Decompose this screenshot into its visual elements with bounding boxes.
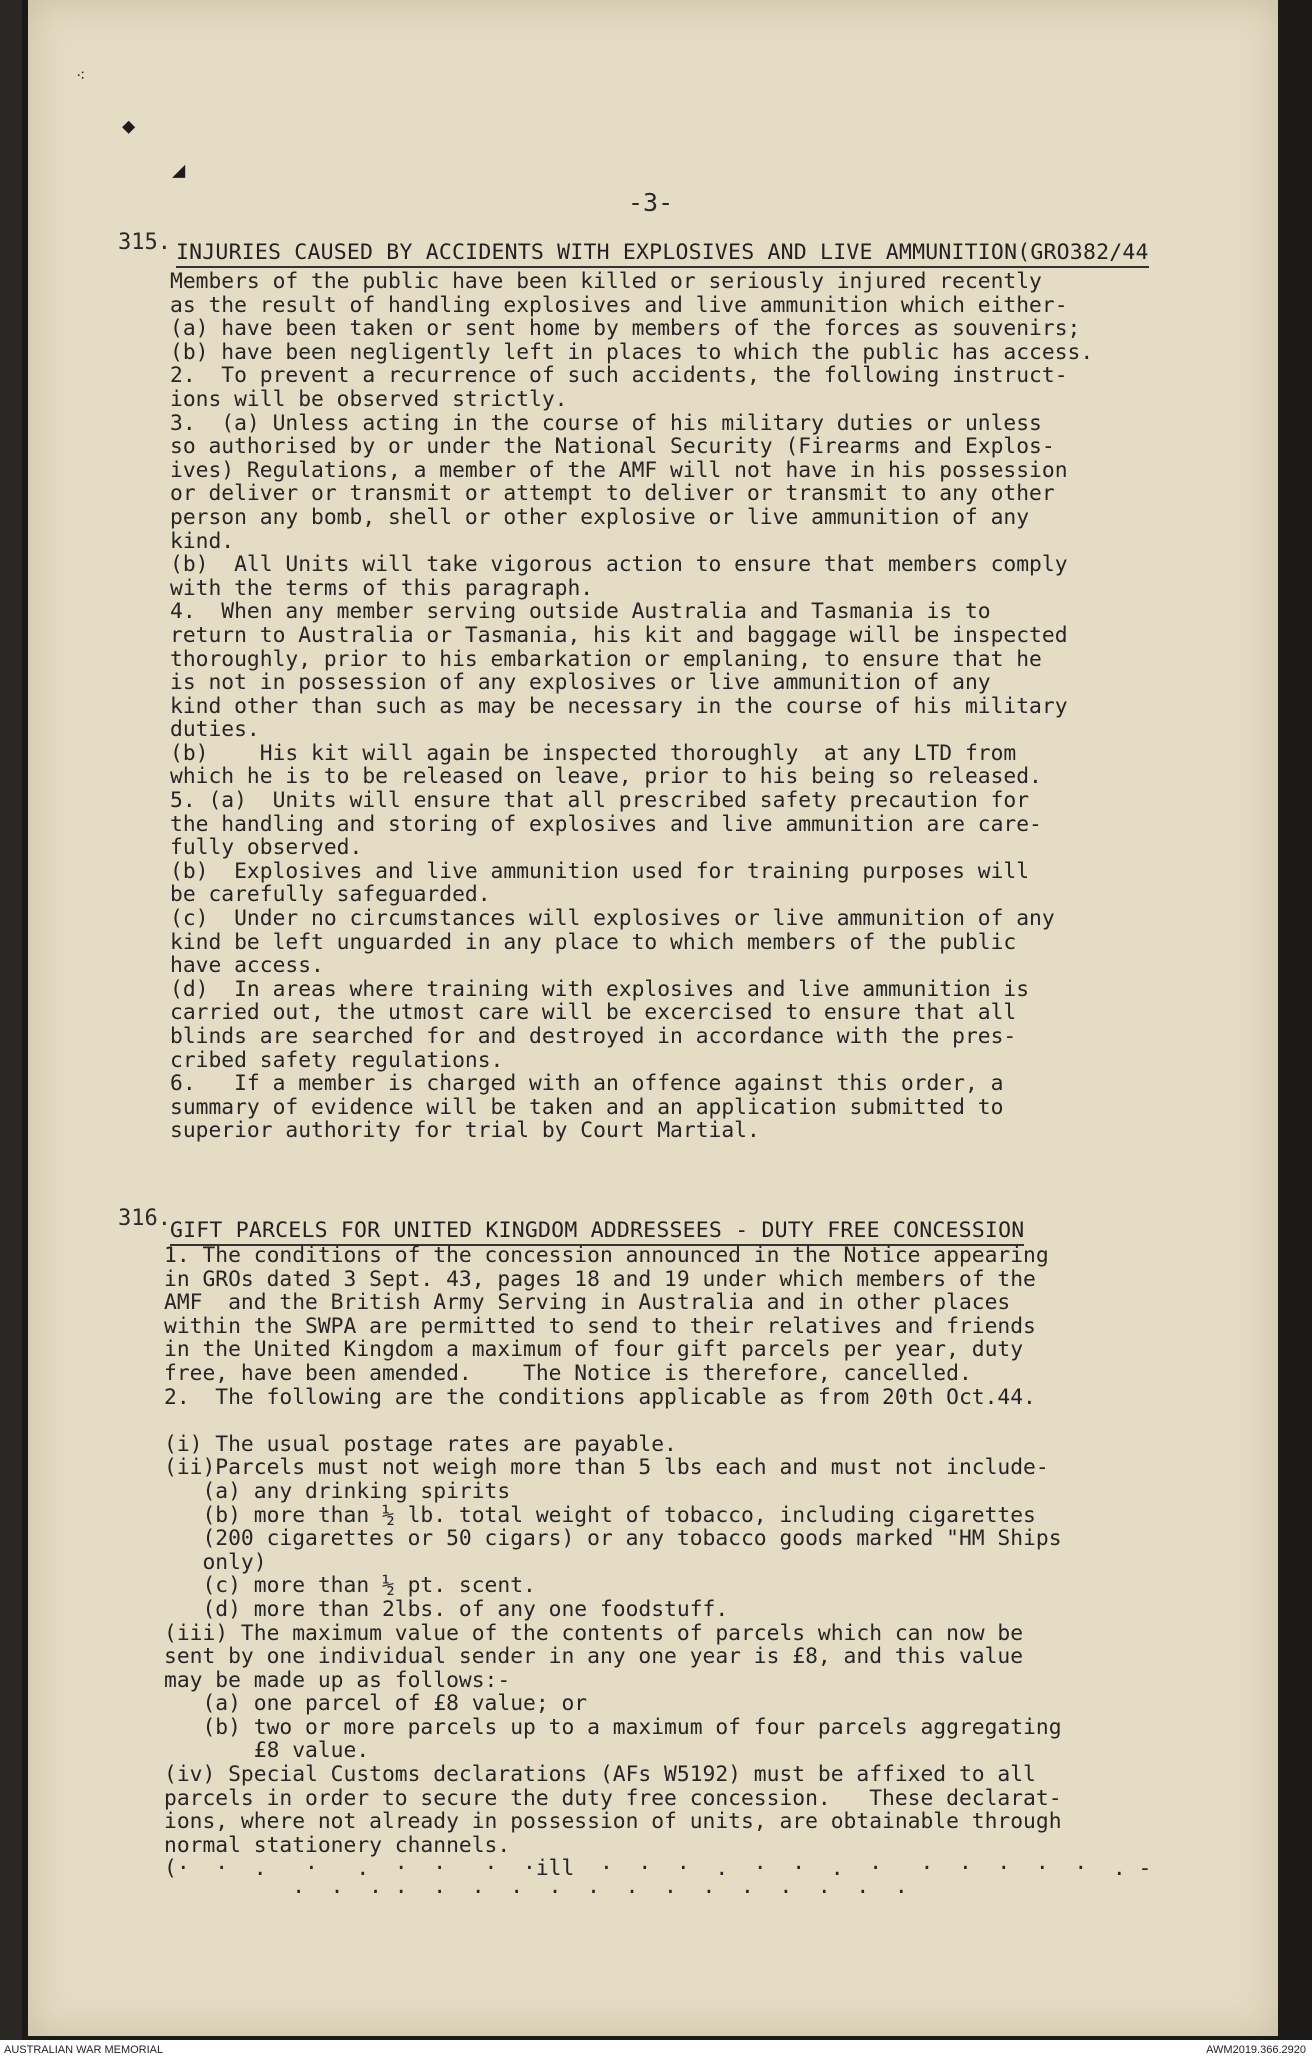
text-line: or deliver or transmit or attempt to deliver or transmit to any other	[170, 481, 1055, 507]
text-line: kind.	[170, 528, 235, 554]
text-line: person any bomb, shell or other explosive or live ammunition of any	[170, 504, 1030, 530]
text-line: ives) Regulations, a member of the AMF will not have in his possession	[170, 457, 1068, 483]
text-line: cribed safety regulations.	[170, 1047, 504, 1073]
text-line: ions, where not already in possession of units, are obtainable through	[164, 1809, 1062, 1835]
text-line: the handling and storing of explosives and live ammunition are care-	[170, 811, 1042, 837]
text-line: (d) In areas where training with explosives and live ammunition is	[170, 976, 1030, 1002]
punch-mark: ◆	[122, 114, 136, 139]
text-line: ions will be observed strictly.	[170, 386, 568, 412]
section-body	[170, 270, 1093, 1143]
text-line: normal stationery channels.	[164, 1832, 511, 1858]
text-line: so authorised by or under the National Security (Firearms and Explos-	[170, 434, 1055, 460]
text-line: 6. If a member is charged with an offence against this order, a	[170, 1071, 1004, 1097]
text-line: Members of the public have been killed or seriously injured recently	[170, 269, 1042, 294]
text-line: 5. (a) Units will ensure that all prescribed safety precaution for	[170, 788, 1030, 814]
text-line: AMF and the British Army Serving in Australia and in other places	[164, 1290, 1011, 1316]
punch-mark: ⁖	[76, 66, 86, 85]
text-line: (b) Explosives and live ammunition used for training purposes will	[170, 858, 1030, 884]
text-line: kind other than such as may be necessary in the course of his military	[170, 693, 1068, 719]
text-line: (a) one parcel of £8 value; or	[164, 1691, 588, 1717]
text-line: (iii) The maximum value of the contents of parcels which can now be	[164, 1620, 1024, 1646]
text-line: in the United Kingdom a maximum of four gift parcels per year, duty	[164, 1337, 1024, 1363]
text-line: return to Australia or Tasmania, his kit and baggage will be inspected	[170, 622, 1068, 648]
text-line: 1. The conditions of the concession announced in the Notice appearing	[164, 1243, 1049, 1268]
text-line: is not in possession of any explosives or live ammunition of any	[170, 670, 991, 696]
text-line: free, have been amended. The Notice is therefore, cancelled.	[164, 1360, 972, 1386]
page-number: -3-	[628, 188, 674, 217]
text-line: kind be left unguarded in any place to which members of the public	[170, 929, 1017, 955]
text-line: as the result of handling explosives and live ammunition which either-	[170, 292, 1068, 318]
text-line: £8 value.	[164, 1738, 370, 1764]
archive-footer	[0, 2040, 1312, 2061]
text-line: (i) The usual postage rates are payable.	[164, 1431, 677, 1457]
text-line: have access.	[170, 953, 324, 979]
text-line: (200 cigarettes or 50 cigars) or any tobacco goods marked "HM Ships	[164, 1526, 1062, 1552]
text-line: (b) All Units will take vigorous action to ensure that members comply	[170, 552, 1068, 578]
text-line: (· · . · . · · · ·ill · · · . · · . · · · · · · . -	[164, 1856, 1152, 1882]
text-line: (iv) Special Customs declarations (AFs W5192) must be affixed to all	[164, 1762, 1036, 1788]
text-line: be carefully safeguarded.	[170, 882, 491, 908]
text-line: within the SWPA are permitted to send to their relatives and friends	[164, 1313, 1036, 1339]
text-line: in GROs dated 3 Sept. 43, pages 18 and 19 under which members of the	[164, 1266, 1036, 1292]
text-line: which he is to be released on leave, prior to his being so released.	[170, 764, 1042, 790]
section-number: 316.	[118, 1206, 171, 1231]
section-number: 315.	[118, 230, 171, 255]
text-line: (b) have been negligently left in places to which the public has access.	[170, 339, 1094, 365]
text-line: (ii)Parcels must not weigh more than 5 lbs each and must not include-	[164, 1455, 1049, 1481]
text-line: 2. The following are the conditions applicable as from 20th Oct.44.	[164, 1384, 1036, 1410]
text-line: fully observed.	[170, 835, 363, 861]
text-line: (b) two or more parcels up to a maximum of four parcels aggregating	[164, 1714, 1062, 1740]
text-line: thoroughly, prior to his embarkation or emplaning, to ensure that he	[170, 646, 1042, 672]
text-line: duties.	[170, 717, 260, 743]
section-body	[164, 1244, 1151, 1905]
section-heading: GIFT PARCELS FOR UNITED KINGDOM ADDRESSEES - DUTY FREE CONCESSION	[170, 1218, 1024, 1246]
text-line: (d) more than 2lbs. of any one foodstuff.	[164, 1596, 729, 1622]
text-line: sent by one individual sender in any one year is £8, and this value	[164, 1644, 1024, 1670]
text-line: summary of evidence will be taken and an application submitted to	[170, 1094, 1004, 1120]
text-line: parcels in order to secure the duty free concession. These declarat-	[164, 1785, 1062, 1811]
section-heading: INJURIES CAUSED BY ACCIDENTS WITH EXPLOSIVES AND LIVE AMMUNITION(GRO382/44	[176, 240, 1149, 268]
text-line: with the terms of this paragraph.	[170, 575, 594, 601]
text-line: superior authority for trial by Court Martial.	[170, 1118, 760, 1144]
text-line: (c) Under no circumstances will explosives or live ammunition of any	[170, 906, 1055, 932]
text-line: 2. To prevent a recurrence of such accidents, the following instruct-	[170, 363, 1068, 389]
text-line: may be made up as follows:-	[164, 1667, 511, 1693]
text-line: (a) any drinking spirits	[164, 1478, 511, 1504]
text-line	[164, 1409, 1151, 1433]
text-line: (c) more than ½ pt. scent.	[164, 1573, 536, 1599]
text-line: (b) His kit will again be inspected thoroughly at any LTD from	[170, 740, 1017, 766]
footer-institution: AUSTRALIAN WAR MEMORIAL	[4, 2044, 164, 2056]
text-line: carried out, the utmost care will be excercised to ensure that all	[170, 1000, 1017, 1026]
text-line: only)	[164, 1549, 267, 1575]
text-line: 3. (a) Unless acting in the course of his military duties or unless	[170, 410, 1042, 436]
footer-accession-number: AWM2019.366.2920	[1206, 2044, 1306, 2056]
text-line: blinds are searched for and destroyed in accordance with the pres-	[170, 1024, 1017, 1049]
text-line: (a) have been taken or sent home by members of the forces as souvenirs;	[170, 316, 1081, 342]
text-line: (b) more than ½ lb. total weight of tobacco, including cigarettes	[164, 1502, 1036, 1528]
punch-mark: ◢	[172, 158, 186, 183]
text-line: 4. When any member serving outside Australia and Tasmania is to	[170, 599, 991, 625]
text-line: · · · · · · · · · · · · · · · · ·	[164, 1880, 908, 1906]
